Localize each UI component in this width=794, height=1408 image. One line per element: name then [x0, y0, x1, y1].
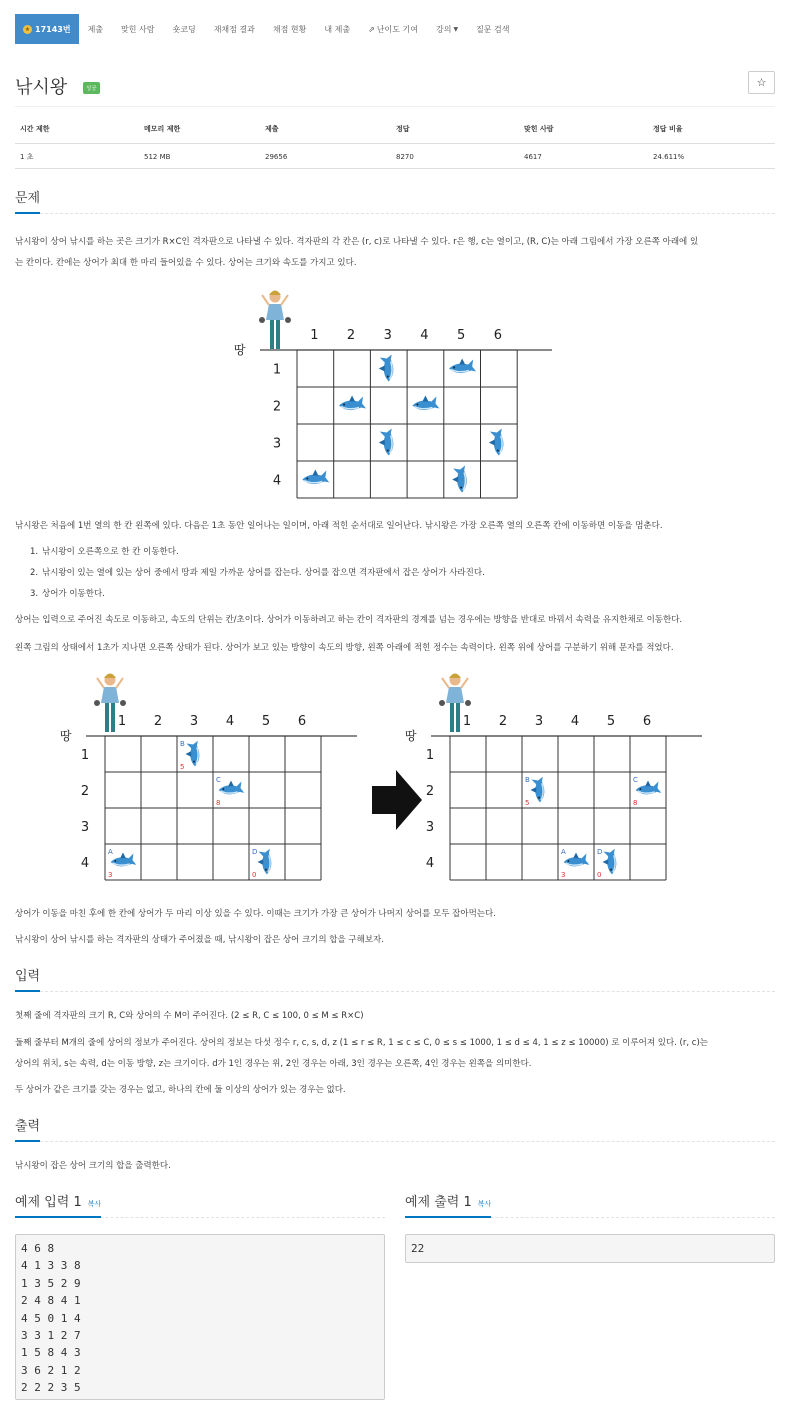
row-label: 3 [80, 820, 90, 835]
shark-icon [603, 849, 617, 875]
nav-lecture[interactable] [427, 14, 467, 44]
sample-input-title: 예제 입력 1 [15, 1195, 82, 1210]
shark-speed: 5 [180, 763, 185, 771]
shark-letter: C [216, 776, 221, 784]
input-paragraph-3: 두 상어가 같은 크기를 갖는 경우는 없고, 하나의 칸에 둘 이상의 상어가 있는 경우는 없다. [15, 1085, 346, 1095]
memory-limit-value: 512 MB [139, 144, 260, 169]
shark-speed: 0 [252, 871, 257, 879]
ground-label: 땅 [234, 343, 246, 357]
column-label: 5 [261, 714, 271, 729]
shark-icon [412, 396, 439, 411]
header-ratio: 정답 비율 [648, 120, 775, 144]
shark-icon [379, 429, 394, 456]
nav-submit[interactable]: 제출 [87, 24, 104, 34]
section-problem-header [15, 188, 775, 214]
status-badge: 성공 [83, 82, 100, 94]
grid-figure-2 [60, 668, 730, 886]
external-link-icon: ⇗ [368, 24, 375, 34]
sample-output-title-wrap [405, 1191, 491, 1218]
nav-question-search[interactable]: 질문 검색 [476, 24, 510, 34]
nav-my-submissions[interactable]: 내 제출 [324, 24, 351, 34]
shark-icon [531, 777, 545, 803]
list-item-text: 상어가 이동한다. [42, 589, 105, 599]
column-label: 1 [117, 714, 127, 729]
row-label: 2 [425, 784, 435, 799]
sample-input-header [15, 1192, 385, 1218]
star-button[interactable] [748, 71, 775, 94]
nav-difficulty-label: 난이도 기여 [376, 24, 418, 34]
header-time-limit: 시간 제한 [15, 120, 139, 144]
solved-users-value: 4617 [519, 144, 648, 169]
row-label: 1 [272, 362, 282, 378]
arrow-right-icon [372, 770, 422, 830]
row-label: 3 [425, 820, 435, 835]
input-text-line: 상어의 위치, s는 속력, d는 이동 방향, z는 크기이다. d가 1인 경우는 위, 2인 경우는 아래, 3인 경우는 오른쪽, 4인 경우는 왼쪽을 의미한다. [15, 1059, 532, 1069]
shark-speed: 3 [561, 871, 566, 879]
accepted-value: 8270 [391, 144, 519, 169]
shark-letter: D [597, 848, 603, 856]
time-limit-value: 1 초 [15, 144, 139, 169]
column-label: 2 [153, 714, 163, 729]
shark-letter: A [561, 848, 566, 856]
shark-letter: C [633, 776, 638, 784]
copy-button[interactable]: 복사 [477, 1200, 492, 1208]
shark-icon [219, 781, 245, 795]
column-label: 3 [383, 328, 392, 343]
shark-speed: 5 [525, 799, 530, 807]
problem-paragraph-2: 낚시왕은 처음에 1번 열의 한 칸 왼쪽에 있다. 다음은 1초 동안 일어나는 일이며, 아래 적힌 순서대로 일어난다. 낚시왕은 가장 오른쪽 열의 오른쪽 칸에 이동하면 이동을 멈춘다. [15, 521, 663, 531]
caret-down-icon: ▼ [453, 25, 459, 33]
shark-icon [564, 853, 590, 867]
grid-lines [105, 736, 321, 880]
problem-paragraph-5: 상어가 이동을 마친 후에 한 칸에 상어가 두 마리 이상 있을 수 있다. 이때는 크기가 가장 큰 상어가 나머지 상어를 모두 잡아먹는다. [15, 909, 496, 919]
ratio-value: 24.611% [648, 144, 775, 169]
column-label: 2 [346, 328, 356, 343]
section-input-title: 입력 [15, 965, 40, 992]
list-item [30, 563, 730, 584]
shark-icon [379, 355, 394, 382]
column-label: 3 [189, 714, 199, 729]
row-label: 3 [272, 436, 282, 452]
shark-letter: B [180, 740, 185, 748]
sample-input-box[interactable]: 4 6 8 4 1 3 3 8 1 3 5 2 9 2 4 8 4 1 4 5 0 1 4 3 3 1 2 7 1 5 8 4 3 3 6 2 1 2 2 2 2 3 5 [15, 1234, 385, 1400]
grid-lines [297, 350, 517, 498]
input-paragraph-2 [15, 1033, 775, 1075]
row-label: 4 [425, 856, 435, 871]
list-item-text: 낚시왕이 있는 열에 있는 상어 중에서 땅과 제일 가까운 상어를 잡는다. 상어를 잡으면 격자판에서 잡은 상어가 사라진다. [42, 568, 485, 578]
nav-problem-id-label: 17143번 [35, 24, 71, 34]
section-output-title: 출력 [15, 1115, 40, 1142]
table-header-row [15, 120, 775, 144]
nav-problem-id[interactable] [15, 14, 79, 44]
shark-icon [636, 781, 662, 795]
shark-speed: 8 [633, 799, 638, 807]
ground-label: 땅 [60, 729, 72, 743]
nav-short-coding[interactable]: 숏코딩 [172, 24, 196, 34]
input-text-line: 둘째 줄부터 M개의 줄에 상어의 정보가 주어진다. 상어의 정보는 다섯 정수 r, c, s, d, z (1 ≤ r ≤ R, 1 ≤ c ≤ C, 0 ≤ s ≤ 1000, 1 ≤ d ≤ 4, 1 ≤ z ≤ 10000) 로 이루어져 있다. (r, c)는 [15, 1038, 708, 1048]
problem-nav [15, 14, 519, 44]
shark-speed: 3 [108, 871, 113, 879]
column-label: 6 [493, 328, 502, 343]
submissions-value: 29656 [260, 144, 391, 169]
column-label: 6 [297, 714, 307, 729]
shark-icon [449, 359, 476, 374]
nav-solved-users[interactable]: 맞힌 사람 [121, 24, 155, 34]
row-label: 2 [80, 784, 90, 799]
shark-icon [489, 429, 504, 456]
list-number: 3. [30, 589, 39, 599]
title-row [15, 73, 775, 101]
grid-1 [273, 328, 517, 498]
list-item [30, 584, 730, 605]
row-label: 1 [80, 748, 90, 763]
problem-text-line: 낚시왕이 상어 낚시를 하는 곳은 크기가 R×C인 격자판으로 나타낼 수 있다. 격자판의 각 칸은 (r, c)로 나타낼 수 있다. r은 행, c는 열이고, (R, C)는 아래 그림에서 가장 오른쪽 아래에 있 [15, 237, 699, 247]
problem-paragraph-4: 왼쪽 그림의 상태에서 1초가 지나면 오른쪽 상태가 된다. 상어가 보고 있는 방향이 속도의 방향, 왼쪽 아래에 적힌 정수는 속력이다. 왼쪽 위에 상어를 구분하기 위해 문자를 적었다. [15, 643, 674, 653]
nav-rejudge[interactable]: 재채점 결과 [213, 24, 255, 34]
grid-figure-1 [225, 285, 555, 500]
row-label: 4 [272, 473, 282, 489]
shark-icon [111, 853, 137, 867]
shark-icon [186, 741, 200, 767]
header-solved-users: 맞힌 사람 [519, 120, 648, 144]
before-after-figure [60, 674, 702, 881]
divider [15, 106, 775, 107]
list-number: 2. [30, 568, 39, 578]
sample-output-title: 예제 출력 1 [405, 1195, 472, 1210]
nav-lecture-label: 강의 [435, 24, 452, 34]
output-paragraph: 낚시왕이 잡은 상어 크기의 합을 출력한다. [15, 1161, 171, 1171]
shark-speed: 0 [597, 871, 602, 879]
row-label: 1 [425, 748, 435, 763]
section-input-header [15, 966, 775, 992]
shark-icon [339, 396, 366, 411]
problem-paragraph-1 [15, 232, 775, 274]
problem-paragraph-3: 상어는 입력으로 주어진 속도로 이동하고, 속도의 단위는 칸/초이다. 상어가 이동하려고 하는 칸이 격자판의 경계를 넘는 경우에는 방향을 반대로 바꿔서 속력을 유지한채로 이동한다. [15, 615, 683, 625]
header-memory-limit: 메모리 제한 [139, 120, 260, 144]
column-label: 6 [642, 714, 652, 729]
trophy-icon: ★ [24, 25, 31, 33]
star-icon: ☆ [756, 76, 767, 89]
ground-label: 땅 [405, 729, 417, 743]
column-label: 2 [498, 714, 508, 729]
column-label: 1 [462, 714, 472, 729]
problem-text-line: 는 칸이다. 칸에는 상어가 최대 한 마리 들어있을 수 있다. 상어는 크기와 속도를 가지고 있다. [15, 258, 357, 268]
column-label: 5 [457, 328, 466, 343]
shark-letter: A [108, 848, 113, 856]
problem-paragraph-6: 낚시왕이 상어 낚시를 하는 격자판의 상태가 주어졌을 때, 낚시왕이 잡은 상어 크기의 합을 구해보자. [15, 935, 384, 945]
input-paragraph-1: 첫째 줄에 격자판의 크기 R, C와 상어의 수 M이 주어진다. (2 ≤ R, C ≤ 100, 0 ≤ M ≤ R×C) [15, 1011, 364, 1021]
section-problem-title: 문제 [15, 187, 40, 214]
row-label: 2 [272, 399, 282, 415]
shark-letter: D [252, 848, 258, 856]
sample-output-box[interactable]: 22 [405, 1234, 775, 1263]
fisherman-icon [259, 291, 291, 350]
list-number: 1. [30, 547, 39, 557]
grid-lines [450, 736, 666, 880]
shark-letter: B [525, 776, 530, 784]
sample-output-header [405, 1192, 775, 1218]
nav-difficulty[interactable] [359, 14, 427, 44]
problem-title: 낚시왕 [15, 77, 68, 98]
list-item [30, 542, 730, 563]
shark-speed: 8 [216, 799, 221, 807]
column-label: 1 [310, 328, 319, 343]
sample-input-title-wrap [15, 1191, 101, 1218]
column-label: 5 [606, 714, 616, 729]
problem-info-table [15, 120, 775, 169]
step-list [30, 542, 730, 605]
column-label: 3 [534, 714, 544, 729]
column-label: 4 [225, 714, 235, 729]
shark-icon [452, 466, 467, 493]
column-label: 4 [570, 714, 580, 729]
copy-button[interactable]: 복사 [87, 1200, 102, 1208]
shark-icon [302, 470, 329, 485]
section-output-header [15, 1116, 775, 1142]
shark-icon [258, 849, 272, 875]
nav-status[interactable]: 채점 현황 [272, 24, 307, 34]
row-label: 4 [80, 856, 90, 871]
list-item-text: 낚시왕이 오른쪽으로 한 칸 이동한다. [42, 547, 179, 557]
header-accepted: 정답 [391, 120, 519, 144]
column-label: 4 [420, 328, 429, 343]
table-row [15, 144, 775, 169]
header-submissions: 제출 [260, 120, 391, 144]
